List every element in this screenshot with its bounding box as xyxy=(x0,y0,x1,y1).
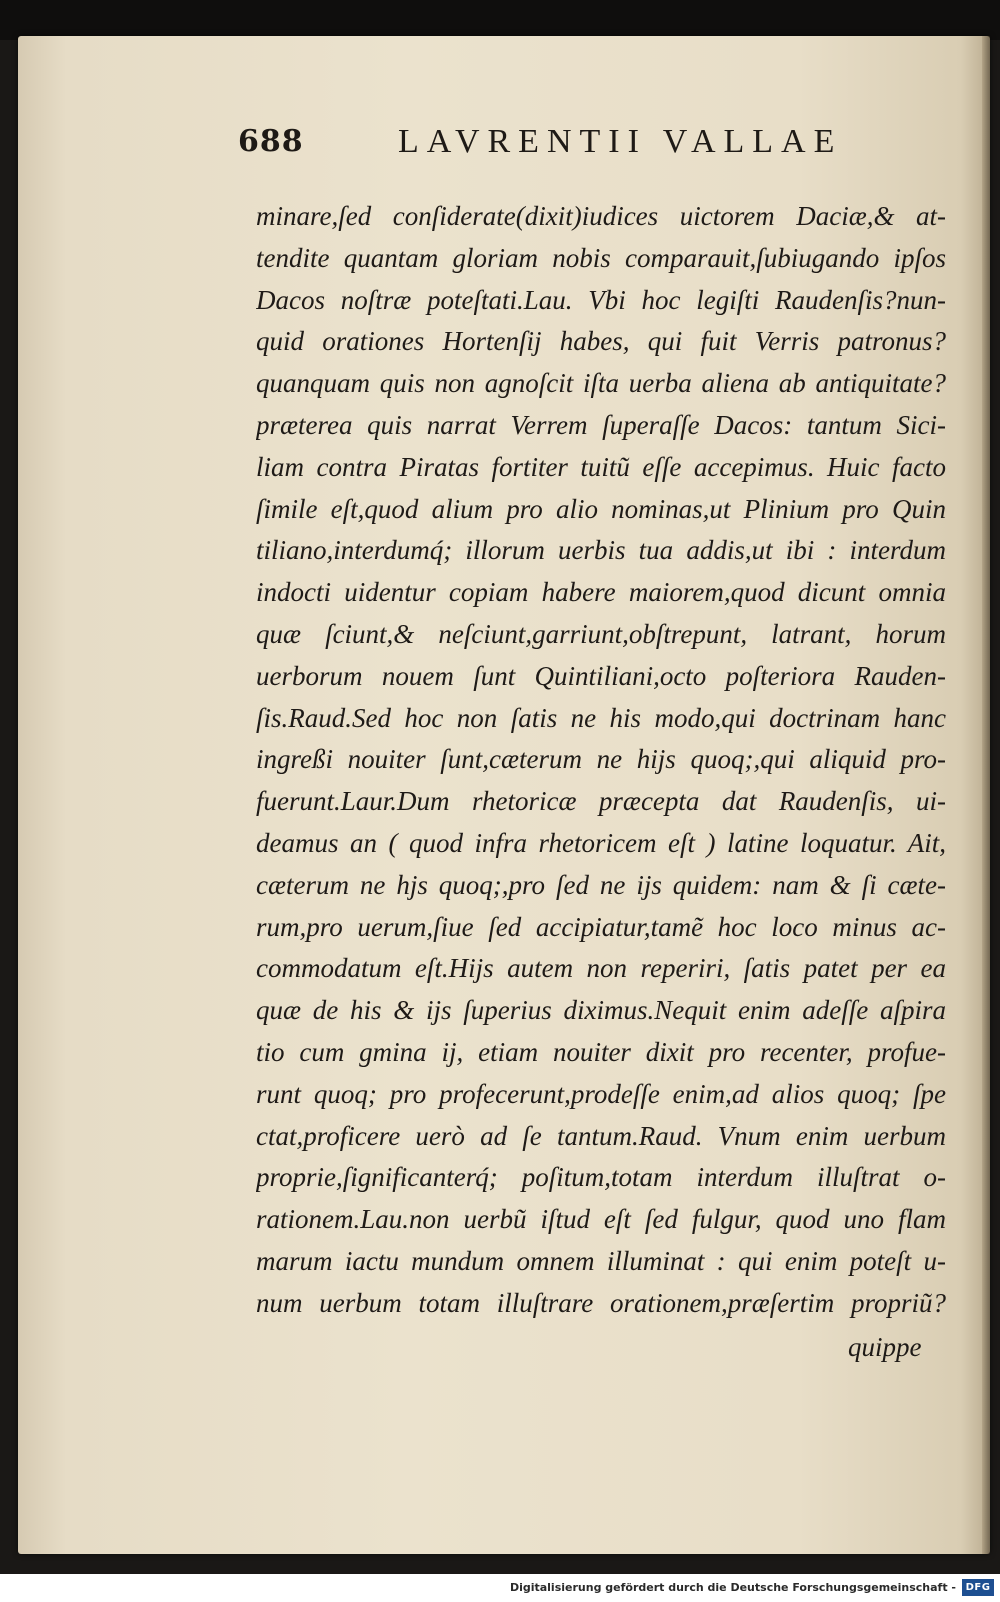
text-line: ctat,proficere uerò ad ſe tantum.Raud. Vnum enim uerbum xyxy=(256,1120,946,1151)
text-line: marum iactu mundum omnem illuminat : qui enim poteſt u- xyxy=(256,1245,946,1276)
page-number: 688 xyxy=(238,124,304,159)
text-line: præterea quis narrat Verrem ſuperaſſe Dacos: tantum Sici- xyxy=(256,409,946,440)
text-line: cæterum ne hjs quoq;,pro ſed ne ijs quidem: nam & ſi cæte- xyxy=(256,869,946,900)
text-line: uerborum nouem ſunt Quintiliani,octo poſteriora Rauden- xyxy=(256,660,946,691)
funding-credit: Digitalisierung gefördert durch die Deutsche Forschungsgemeinschaft - xyxy=(509,1581,956,1594)
text-line: num uerbum totam illuſtrare orationem,præſertim propriũ? xyxy=(256,1287,946,1318)
text-line: commodatum eſt.Hijs autem non reperiri, ſatis patet per ea xyxy=(256,953,946,984)
text-line: liam contra Piratas fortiter tuitũ eſſe accepimus. Huic facto xyxy=(256,451,946,482)
text-line: quanquam quis non agnoſcit iſta uerba aliena ab antiquitate? xyxy=(256,368,946,399)
footer-bar xyxy=(0,1574,1000,1602)
text-line: indocti uidentur copiam habere maiorem,quod dicunt omnia xyxy=(256,577,946,608)
text-line: quæ ſciunt,& neſciunt,garriunt,obſtrepunt, latrant, horum xyxy=(256,618,946,649)
running-head xyxy=(238,122,878,162)
dfg-logo: DFG xyxy=(962,1579,994,1596)
text-line: deamus an ( quod infra rhetoricem eſt ) latine loquatur. Ait, xyxy=(256,827,946,858)
text-line: quæ de his & ijs ſuperius diximus.Nequit enim adeſſe aſpira xyxy=(256,995,946,1026)
text-line: quid orationes Hortenſij habes, qui fuit Verris patronus? xyxy=(256,326,946,357)
text-line: rum,pro uerum,ſiue ſed accipiatur,tamẽ hoc loco minus ac- xyxy=(256,911,946,942)
catchword: quippe xyxy=(848,1332,922,1362)
text-line: ſis.Raud.Sed hoc non ſatis ne his modo,qui doctrinam hanc xyxy=(256,702,946,733)
text-line: ingreßi nouiter ſunt,cæterum ne hijs quoq;,qui aliquid pro- xyxy=(256,744,946,775)
book-page xyxy=(18,36,990,1554)
text-line: Dacos noſtræ poteſtati.Lau. Vbi hoc legiſti Raudenſis?nun- xyxy=(256,284,946,315)
running-title: LAVRENTII VALLAE xyxy=(398,123,843,160)
scan-border xyxy=(0,0,1000,40)
text-line: tendite quantam gloriam nobis comparauit,ſubiugando ipſos xyxy=(256,242,946,273)
body-text xyxy=(256,196,946,1325)
text-line: runt quoq; pro profecerunt,prodeſſe enim,ad alios quoq; ſpe xyxy=(256,1078,946,1109)
text-line: fuerunt.Laur.Dum rhetoricæ præcepta dat Raudenſis, ui- xyxy=(256,786,946,817)
text-line: tio cum gmina ij, etiam nouiter dixit pro recenter, profue- xyxy=(256,1036,946,1067)
text-line: rationem.Lau.non uerbũ iſtud eſt ſed fulgur, quod uno flam xyxy=(256,1204,946,1235)
text-line: proprie,ſignificanterq́; poſitum,totam interdum illuſtrat o- xyxy=(256,1162,946,1193)
text-line: minare,ſed conſiderate(dixit)iudices uictorem Daciæ,& at- xyxy=(256,201,946,231)
text-line: ſimile eſt,quod alium pro alio nominas,ut Plinium pro Quin xyxy=(256,493,946,524)
text-line: tiliano,interdumq́; illorum uerbis tua addis,ut ibi : interdum xyxy=(256,535,946,566)
